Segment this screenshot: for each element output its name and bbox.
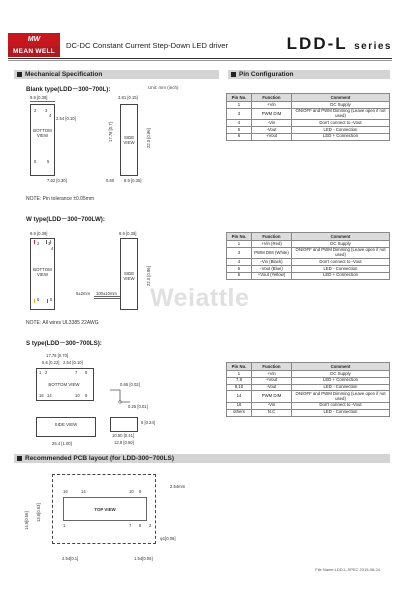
document-title: DC-DC Constant Current Step-Down LED driver: [66, 41, 229, 50]
pcb-top-view-label: TOP VIEW: [94, 507, 116, 512]
dim-pin-height: 17.78 [0.7]: [108, 122, 113, 142]
pin-label: 10: [75, 393, 80, 398]
table-row: 9,10 -Vout LED - Connection: [227, 384, 390, 391]
meanwell-logo: [8, 33, 60, 57]
w-side-view-outline: [120, 238, 138, 310]
pin-table-blank: [226, 93, 390, 141]
table-row: 1 +Vin DC Supply: [227, 102, 390, 109]
col-function: Function: [252, 94, 292, 102]
s-dim-lead-thickness: 0.25 [0.01]: [128, 404, 148, 409]
pin-table-s: [226, 362, 390, 417]
s-lead-detail-icon: [108, 388, 132, 414]
w-bottom-view-label: BOTTOM VIEW: [33, 267, 52, 277]
pcb-dim-hole: φ1[0.06]: [160, 536, 176, 541]
side-view-outline: [120, 104, 138, 176]
w-dim-wire-length: 100±10mm: [96, 291, 117, 296]
s-dim-body-width: 10.50 [0.41]: [112, 433, 135, 438]
bullet-square-icon: [231, 72, 236, 77]
table-row: 1 +Vin (Red) DC Supply: [227, 241, 390, 248]
section-pcb-layout: Recommended PCB layout (for LDD-300~700LS): [14, 454, 390, 463]
dim-pin-spacing: 7.62 [0.30]: [47, 178, 67, 183]
col-comment: Comment: [292, 363, 390, 371]
pin-label: 7: [129, 523, 132, 528]
side-view-label: SIDE VIEW: [123, 135, 135, 145]
w-dim-strip: 5±2mm: [76, 291, 90, 296]
s-dim-total-width: 12.8 [0.50]: [114, 440, 134, 445]
table-row: 3 PWM DIM ON/OFF and PWM Dimming (Leave open if not used): [227, 108, 390, 120]
pin-label: 4: [51, 246, 54, 251]
pin-label: 1: [39, 370, 42, 375]
table-row: 4 -Vin (Black) Don't connect to -Vout: [227, 259, 390, 266]
pcb-footprint-outline: [52, 474, 156, 544]
dim-thickness: 8.9 [0.35]: [124, 178, 142, 183]
table-row: 5 -Vout LED - Connection: [227, 127, 390, 134]
pin-table-w: [226, 232, 390, 280]
unit-note: Unit: mm (inch): [148, 85, 179, 90]
wire-line: [94, 298, 120, 299]
table-row: 4 -Vin Don't connect to -Vout: [227, 120, 390, 127]
s-dim-end-height: 6 [0.24]: [141, 420, 155, 425]
page-header: [0, 0, 400, 58]
s-end-view-outline: [110, 417, 138, 432]
col-comment: Comment: [292, 233, 390, 241]
pin-label: 6: [34, 159, 37, 164]
pin-label: 3: [48, 241, 51, 246]
table-row: 3 PWM DIM (White) ON/OFF and PWM Dimming (Leave open if not used): [227, 247, 390, 259]
pcb-dim-bottom-pitch: 2.54[0.1]: [62, 556, 79, 561]
pin-label: 1: [63, 523, 66, 528]
pin-label: 6: [37, 297, 40, 302]
table-row: 16 -Vin Don't connect to -Vout: [227, 402, 390, 409]
pin-tolerance-note: NOTE: Pin tolerance ±0.05mm: [26, 196, 95, 202]
pin-label: 8: [139, 523, 142, 528]
pin-label: 4: [49, 113, 52, 118]
footer-filename: File Name:LDD-L-SPEC 2015-08-24: [315, 567, 380, 572]
series-label: series: [354, 41, 392, 52]
wire-black-icon: [46, 240, 47, 244]
dim-pitch: 2.54 [0.10]: [56, 116, 76, 121]
pin-label: 2: [37, 241, 40, 246]
s-dim-lead: 0.65 [0.02]: [120, 382, 140, 387]
dim-pin-dia: 0.60: [106, 178, 115, 183]
pin-label: 14: [81, 489, 86, 494]
header-rule-thin: [8, 60, 392, 61]
w-type-title: W type(LDD－300~700LW):: [26, 216, 105, 223]
pin-label: 5: [50, 297, 53, 302]
section-mechanical-spec: Mechanical Specification: [14, 70, 219, 79]
pcb-dim-pitch: 2.54mm: [170, 484, 186, 489]
s-side-view-label: SIDE VIEW: [54, 422, 78, 427]
w-dim-width: 9.9 [0.39]: [30, 231, 48, 236]
bottom-view-outline: [30, 104, 55, 176]
s-dim-offset: 5.6 [0.22]: [42, 360, 60, 365]
col-comment: Comment: [292, 94, 390, 102]
pin-label: 7: [75, 370, 78, 375]
blank-type-title: Blank type(LDD－300~700L):: [26, 86, 111, 93]
wire-red-icon: [34, 240, 35, 244]
logo-text: MEAN WELL: [8, 46, 60, 57]
table-row: 6 +Vout LED + Connection: [227, 133, 390, 140]
col-pin-no: Pin No.: [227, 363, 252, 371]
table-row: 1 +Vin DC Supply: [227, 371, 390, 378]
col-pin-no: Pin No.: [227, 233, 252, 241]
w-side-view-label: SIDE VIEW: [123, 271, 135, 281]
wire-blue-icon: [47, 299, 48, 303]
w-bottom-view-outline: [30, 238, 55, 310]
pcb-dim-inner: 13.5[0.53]: [36, 503, 41, 522]
pin-label: 9: [85, 393, 88, 398]
logo-mark: MW: [8, 33, 60, 46]
dim-width: 9.9 [0.39]: [30, 95, 48, 100]
header-rule: [8, 58, 392, 59]
pcb-top-view-box: [63, 497, 147, 521]
table-row: 14 PWM DIM ON/OFF and PWM Dimming (Leave open if not used): [227, 391, 390, 403]
table-row: 5 -Vout (Blue) LED - Connection: [227, 266, 390, 273]
wire-yellow-icon: [34, 299, 35, 303]
dim-height: 22.0 [0.86]: [146, 128, 151, 148]
table-row: others N.C LED - Connection: [227, 409, 390, 416]
pin-label: 16: [63, 489, 68, 494]
s-dim-span: 25.4 [1.00]: [52, 441, 72, 446]
pin-label: 16: [39, 393, 44, 398]
pin-label: 8: [85, 370, 88, 375]
bullet-square-icon: [17, 456, 22, 461]
col-function: Function: [252, 233, 292, 241]
s-bottom-view-label: BOTTOM VIEW: [48, 382, 80, 387]
pcb-dim-outer: 14.5[0.56]: [24, 511, 29, 530]
s-side-view-outline: [36, 417, 96, 437]
model-label: LDD-L: [286, 34, 348, 53]
dim-line: [30, 101, 55, 102]
s-dim-length: 17.78 [0.70]: [46, 353, 69, 358]
model-name: [287, 34, 392, 54]
s-bottom-view-outline: [36, 368, 94, 401]
section-pin-configuration: Pin Configuration: [228, 70, 390, 79]
s-type-title: S type(LDD－300~700LS):: [26, 340, 102, 347]
pin-label: 14: [47, 393, 52, 398]
w-dim-height: 22.0 [0.86]: [146, 266, 151, 286]
table-row: 7,8 +Vout LED + Connection: [227, 377, 390, 384]
wire-line: [94, 296, 120, 297]
pin-label: 9: [139, 489, 142, 494]
wire-note: NOTE: All wires UL3385 22AWG: [26, 320, 99, 326]
table-row: 6 +Vout (Yellow) LED + Connection: [227, 272, 390, 279]
w-dim-depth: 8.9 [0.35]: [119, 231, 137, 236]
col-function: Function: [252, 363, 292, 371]
pcb-dim-pad: 1.54[0.06]: [134, 556, 153, 561]
pin-label: 3: [45, 108, 48, 113]
bottom-view-label: BOTTOM VIEW: [33, 128, 52, 138]
pin-label: 2: [149, 523, 152, 528]
pin-label: 10: [129, 489, 134, 494]
bullet-square-icon: [17, 72, 22, 77]
pin-label: 5: [47, 159, 50, 164]
pin-label: 2: [45, 370, 48, 375]
col-pin-no: Pin No.: [227, 94, 252, 102]
watermark-text: Weiattle: [150, 284, 250, 312]
pin-label: 2: [34, 108, 37, 113]
s-dim-pitch: 2.54 [0.10]: [63, 360, 83, 365]
dim-depth: 3.81 [0.15]: [118, 95, 138, 100]
